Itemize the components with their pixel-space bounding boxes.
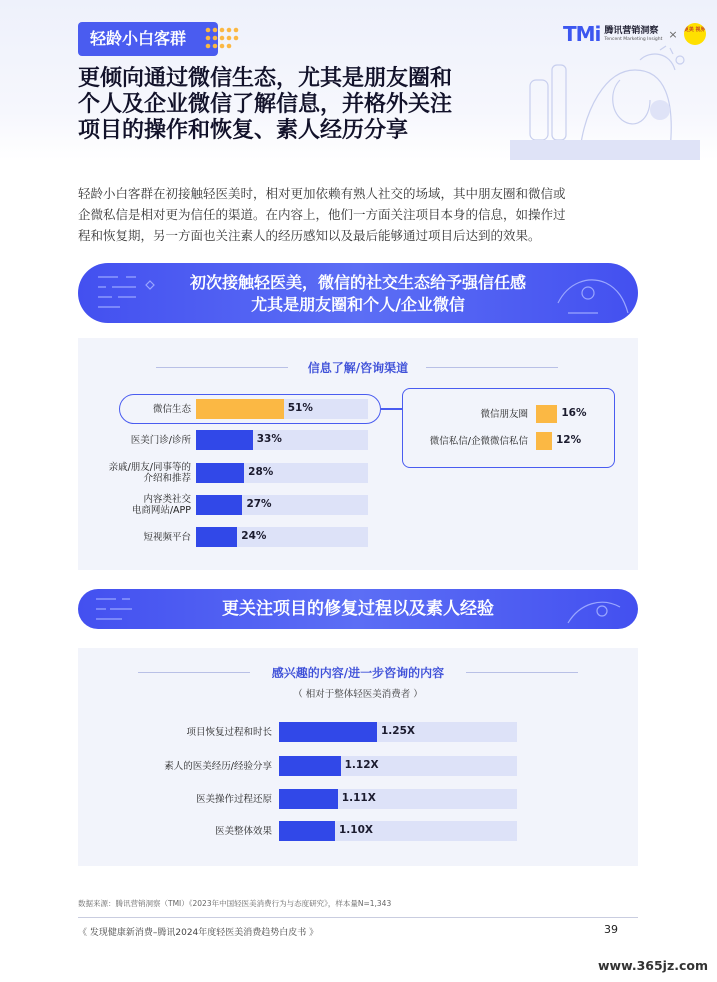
section-banner-wechat: [78, 263, 638, 323]
channel-bar-track: [196, 463, 368, 483]
content-bar: [279, 821, 335, 841]
content-bar-label: 医美操作过程还原: [195, 793, 272, 805]
channel-bar-label: 内容类社交 电商网站/APP: [131, 494, 191, 516]
intro-line: 企微私信是相对更为信任的渠道。在内容上，他们一方面关注项目本身的信息，如操作过: [78, 207, 566, 222]
channel-bar-track: [196, 430, 368, 450]
channel-bar-label: 微信生态: [152, 403, 191, 415]
content-bar-value: 1.25X: [381, 725, 416, 737]
breakdown-bar: [536, 432, 552, 450]
channel-bar-label: 医美门诊/诊所: [130, 434, 191, 446]
content-bar-track: [279, 789, 517, 809]
content-bar-value: 1.11X: [341, 792, 376, 804]
channel-bar-label: 亲戚/朋友/同事等的 介绍和推荐: [108, 462, 191, 484]
channel-bar-value: 51%: [287, 402, 313, 414]
content-bar-track: [279, 821, 517, 841]
content-bar-label: 素人的医美经历/经验分享: [164, 760, 272, 772]
logo-separator: ×: [668, 27, 678, 41]
channel-bar-value: 27%: [246, 498, 272, 510]
chart2-subtitle: （ 相对于整体轻医美消费者 ）: [293, 689, 423, 700]
banner1-line2: 尤其是朋友圈和个人/企业微信: [251, 295, 465, 314]
channel-bar-value: 33%: [256, 433, 282, 445]
breakdown-connector: [381, 408, 403, 410]
content-bar-value: 1.10X: [339, 824, 374, 836]
book-title: 《 发现健康新消费–腾讯2024年度轻医美消费趋势白皮书 》: [78, 928, 319, 938]
channel-bar-track: [196, 399, 368, 419]
content-bar-track: [279, 756, 517, 776]
content-bar-label: 项目恢复过程和时长: [186, 726, 272, 738]
channel-bar-value: 28%: [248, 466, 274, 478]
content-bar-label: 医美整体效果: [214, 825, 272, 837]
page-number: 39: [604, 923, 618, 936]
channel-bar: [196, 463, 244, 483]
breakdown-bar-value: 16%: [561, 407, 587, 419]
tmi-logo-mark: TMi: [563, 22, 601, 46]
breakdown-bar: [536, 405, 557, 423]
channel-bar-track: [196, 495, 368, 515]
intro-line: 程和恢复期，另一方面也关注素人的经历感知以及最后能够通过项目后达到的效果。: [78, 228, 541, 243]
logo-en-text: Tencent Marketing Insight: [604, 36, 663, 42]
data-source-note: 数据来源：腾讯营销洞察（TMI）《2023年中国轻医美消费行为与态度研究》，样本量N=1,343: [78, 899, 392, 908]
chart1-title: 信息了解/咨询渠道: [307, 361, 409, 375]
headline-line: 项目的操作和恢复、素人经历分享: [78, 118, 409, 143]
section-banner-content: [78, 589, 638, 629]
breakdown-bar-label: 微信私信/企微微信私信: [429, 435, 528, 447]
intro-paragraph: [78, 183, 644, 246]
banner1-line1: 初次接触轻医美，微信的社交生态给予强信任感: [189, 273, 526, 292]
content-bar: [279, 789, 338, 809]
breakdown-bar-label: 微信朋友圈: [480, 408, 528, 420]
channel-bar: [196, 527, 237, 547]
breakdown-bar-value: 12%: [556, 434, 582, 446]
channel-bar-label: 短视频平台: [143, 531, 191, 543]
content-bar-value: 1.12X: [344, 759, 379, 771]
content-bar: [279, 756, 341, 776]
content-bar: [279, 722, 377, 742]
page-headline: [78, 66, 518, 144]
headline-line: 个人及企业微信了解信息，并格外关注: [78, 92, 453, 117]
partner-logo: 更美 视界: [684, 23, 706, 45]
headline-line: 更倾向通过微信生态，尤其是朋友圈和: [78, 66, 453, 91]
site-watermark: www.365jz.com: [598, 958, 709, 973]
channel-bar: [196, 399, 284, 419]
dot-pattern-icon: [204, 26, 244, 52]
channel-bar: [196, 430, 253, 450]
footer-divider: [78, 917, 638, 918]
wechat-breakdown-box: [402, 388, 615, 468]
channel-bar: [196, 495, 242, 515]
channel-bar-track: [196, 527, 368, 547]
logo-cn-text: 腾讯营销洞察: [604, 25, 659, 36]
woman-phone-illustration: [510, 40, 700, 160]
channel-bar-value: 24%: [241, 530, 267, 542]
intro-line: 轻龄小白客群在初接触轻医美时，相对更加依赖有熟人社交的场域，其中朋友圈和微信或: [78, 186, 566, 201]
banner2-line1: 更关注项目的修复过程以及素人经验: [222, 599, 494, 619]
chart2-title: 感兴趣的内容/进一步咨询的内容: [271, 666, 445, 680]
segment-tag: 轻龄小白客群: [78, 22, 218, 56]
